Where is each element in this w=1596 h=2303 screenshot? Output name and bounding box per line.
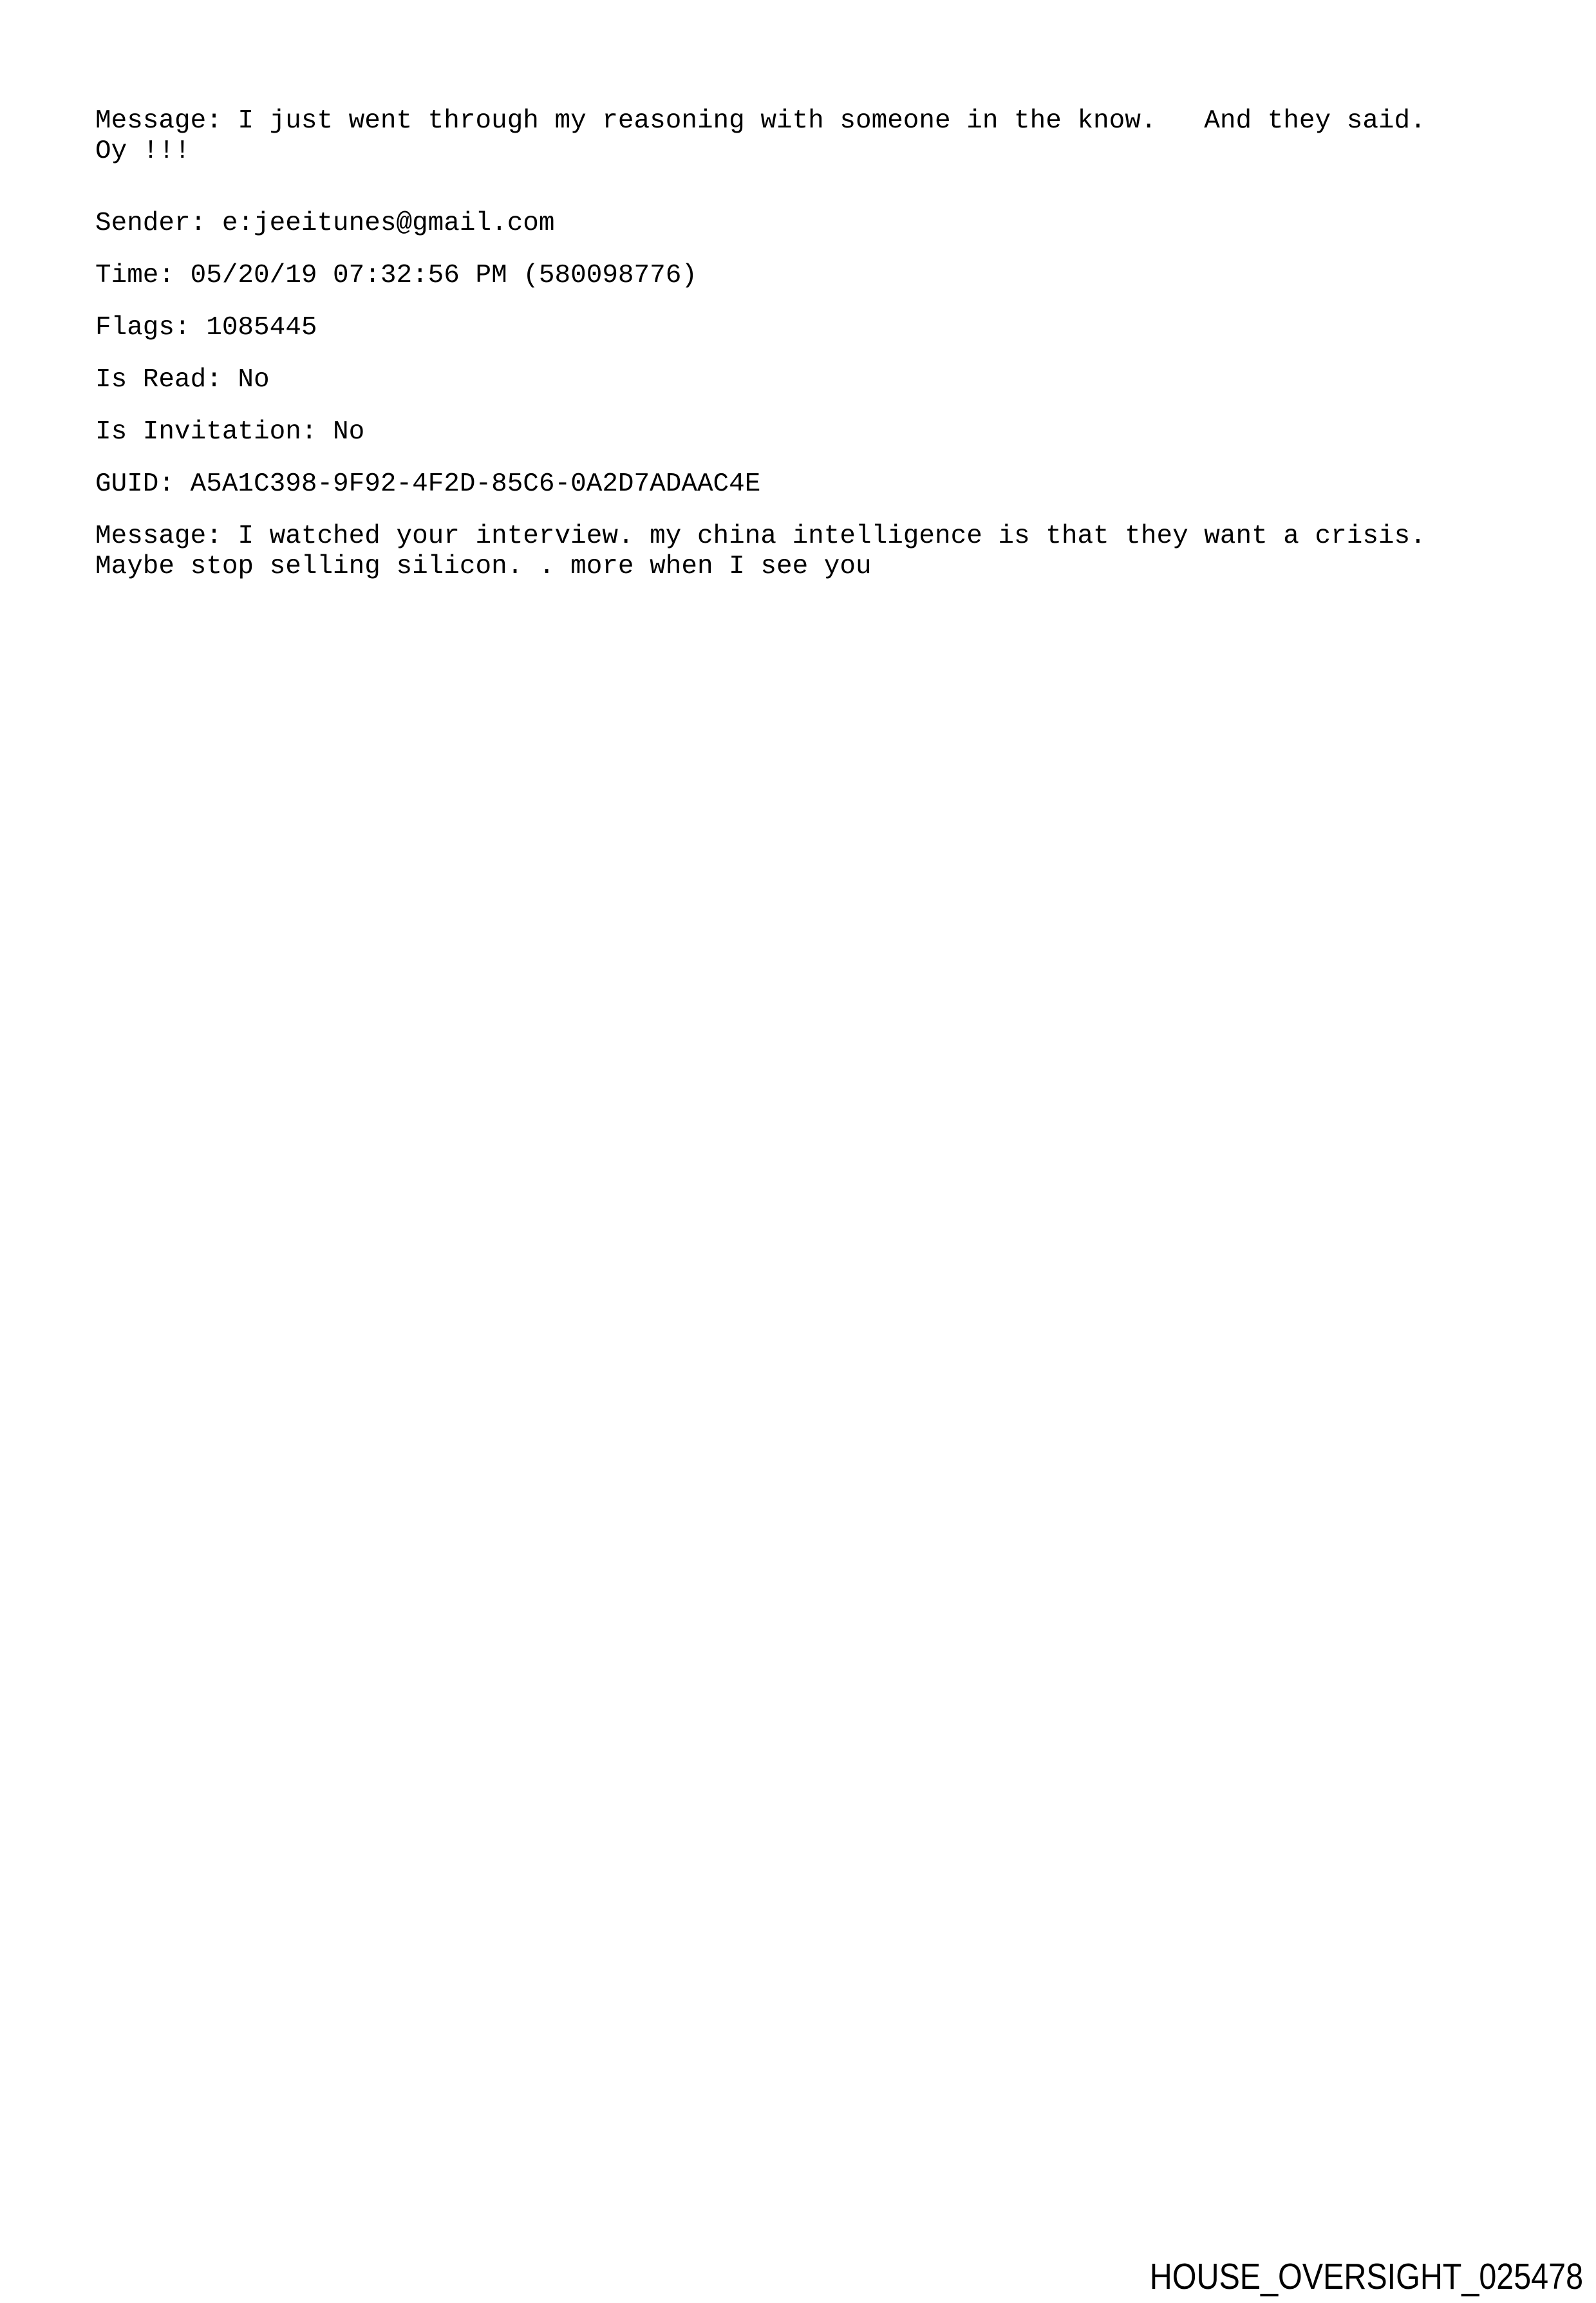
sender-line: Sender: e:jeeitunes@gmail.com (95, 209, 555, 238)
field-flags (95, 313, 1519, 343)
guid-line: GUID: A5A1C398-9F92-4F2D-85C6-0A2D7ADAAC4E (95, 469, 761, 499)
flags-line: Flags: 1085445 (95, 313, 317, 343)
field-is-invitation (95, 417, 1519, 447)
message-primary-line-2: Oy !!! (95, 136, 191, 166)
message-record (95, 106, 1519, 604)
is-invitation-line: Is Invitation: No (95, 417, 365, 447)
field-is-read (95, 365, 1519, 395)
field-sender (95, 209, 1519, 239)
is-read-line: Is Read: No (95, 365, 270, 395)
time-line: Time: 05/20/19 07:32:56 PM (580098776) (95, 261, 697, 290)
message-secondary-line-1: Message: I watched your interview. my china intelligence is that they want a crisis. (95, 522, 1426, 551)
field-time (95, 261, 1519, 291)
field-message-primary (95, 106, 1519, 167)
field-message-secondary (95, 522, 1519, 582)
message-primary-line-1: Message: I just went through my reasoning with someone in the know. And they said. (95, 106, 1426, 136)
field-guid (95, 469, 1519, 500)
bates-stamp: HOUSE_OVERSIGHT_025478 (1149, 2256, 1583, 2297)
message-secondary-line-2: Maybe stop selling silicon. . more when I see you (95, 552, 872, 581)
